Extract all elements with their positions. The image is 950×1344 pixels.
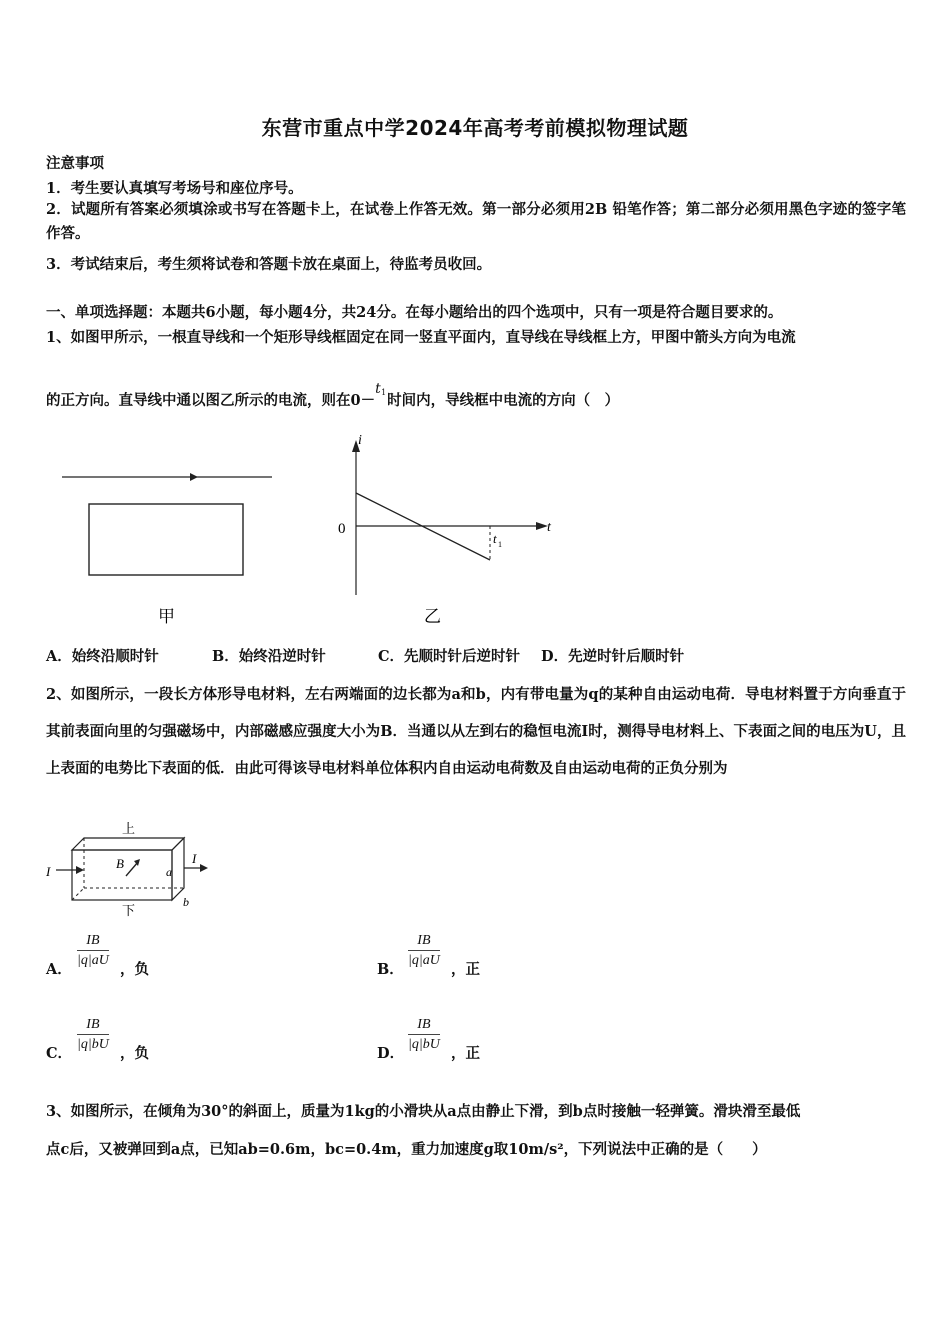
box-side-face bbox=[172, 838, 184, 900]
q2-option-d-fraction bbox=[408, 1017, 440, 1053]
edge-a-label: a bbox=[166, 865, 172, 879]
t1-symbol bbox=[375, 381, 387, 405]
hidden-edge bbox=[72, 888, 84, 900]
section-heading: 一、单项选择题：本题共6小题，每小题4分，共24分。在每小题给出的四个选项中，只有一项是符合题目要求的。 bbox=[46, 304, 783, 321]
q2-option-a-label: A． bbox=[46, 961, 72, 978]
fraction-denominator: |q|bU bbox=[408, 1037, 440, 1052]
page-title: 东营市重点中学2024年高考考前模拟物理试题 bbox=[261, 116, 689, 140]
rectangular-frame bbox=[89, 504, 243, 575]
q3-stem-line2: 点c后，又被弹回到a点，已知ab=0.6m，bc=0.4m，重力加速度g取10m/s²，下列说法中正确的是（ ） bbox=[46, 1141, 767, 1158]
fraction-denominator: |q|aU bbox=[408, 953, 440, 968]
origin-label: 0 bbox=[338, 521, 346, 537]
t1-letter: t bbox=[375, 381, 381, 397]
q1-option-b: B．始终沿逆时针 bbox=[212, 648, 326, 665]
current-in-arrow-icon bbox=[76, 866, 84, 874]
q2-option-a-fraction bbox=[77, 933, 109, 969]
q1-option-c: C．先顺时针后逆时针 bbox=[378, 648, 521, 665]
current-label-left: I bbox=[46, 864, 51, 879]
q2-option-d-sign: ，正 bbox=[451, 1045, 480, 1062]
fig-jia-label: 甲 bbox=[158, 607, 175, 626]
q2-stem: 2、如图所示，一段长方体形导电材料，左右两端面的边长都为a和b，内有带电量为q的某种自由运动电荷．导电材料置于方向垂直于其前表面向里的匀强磁场中，内部磁感应强度大小为B．当通以从左到右的稳恒电流I时，测得导电材料上、下表面之间的电压为U，且上表面的电势比下表面的低．由此可得该导电材料单位体积内自由运动电荷数及自由运动电荷的正负分别为 bbox=[46, 686, 906, 777]
box-top-face bbox=[72, 838, 184, 850]
q3-stem-line1: 3、如图所示，在倾角为30°的斜面上，质量为1kg的小滑块从a点由静止下滑，到b点时接触一轻弹簧。滑块滑至最低 bbox=[46, 1103, 801, 1120]
fraction-denominator: |q|aU bbox=[77, 953, 109, 968]
notice-heading: 注意事项 bbox=[46, 155, 104, 172]
q2-option-a-sign: ，负 bbox=[120, 961, 149, 978]
fig-yi-label: 乙 bbox=[424, 607, 441, 626]
q1-figures bbox=[40, 430, 600, 630]
t1-sub-label: 1 bbox=[498, 540, 502, 549]
notice-item: 2．试题所有答案必须填涂或书写在答题卡上，在试卷上作答无效。第一部分必须用2B 铅笔作答；第二部分必须用黑色字迹的签字笔作答。 bbox=[46, 201, 906, 242]
q1-stem-part: 的正方向。直导线中通以图乙所示的电流，则在0－ bbox=[46, 392, 376, 409]
edge-b-label: b bbox=[183, 895, 189, 909]
q1-stem-line1: 1、如图甲所示，一根直导线和一个矩形导线框固定在同一竖直平面内，直导线在导线框上方，甲图中箭头方向为电流 bbox=[46, 329, 796, 346]
fraction-denominator: |q|bU bbox=[77, 1037, 109, 1052]
current-arrow-icon bbox=[190, 473, 198, 481]
fraction-numerator: IB bbox=[417, 1017, 431, 1032]
q1-option-d: D．先逆时针后顺时针 bbox=[541, 648, 685, 665]
q2-figure bbox=[40, 818, 220, 918]
fraction-numerator: IB bbox=[417, 933, 431, 948]
i-axis-label: i bbox=[358, 433, 362, 448]
fraction-numerator: IB bbox=[86, 1017, 100, 1032]
current-label-right: I bbox=[192, 851, 197, 866]
q2-option-c-sign: ，负 bbox=[120, 1045, 149, 1062]
q1-stem-part: 时间内，导线框中电流的方向（ ） bbox=[387, 392, 620, 409]
t1-label: t bbox=[493, 531, 497, 546]
bottom-face-label: 下 bbox=[122, 903, 136, 918]
q2-option-c-fraction bbox=[77, 1017, 109, 1053]
current-out-arrow-icon bbox=[200, 864, 208, 872]
b-field-line bbox=[126, 862, 138, 876]
q2-option-b-label: B． bbox=[377, 961, 404, 978]
fraction-numerator: IB bbox=[86, 933, 100, 948]
b-field-label: B bbox=[116, 856, 124, 871]
q1-stem-line2 bbox=[46, 381, 620, 410]
q2-option-d-label: D． bbox=[377, 1045, 405, 1062]
notice-item: 3．考试结束后，考生须将试卷和答题卡放在桌面上，待监考员收回。 bbox=[46, 256, 492, 273]
notice-item: 1．考生要认真填写考场号和座位序号。 bbox=[46, 180, 303, 197]
top-face-label: 上 bbox=[122, 821, 136, 836]
q1-option-a: A．始终沿顺时针 bbox=[46, 648, 159, 665]
t-axis-label: t bbox=[547, 520, 551, 535]
q2-option-b-sign: ，正 bbox=[451, 961, 480, 978]
q2-option-c-label: C． bbox=[46, 1045, 73, 1062]
t1-subscript: 1 bbox=[381, 388, 387, 397]
q2-option-b-fraction bbox=[408, 933, 440, 969]
